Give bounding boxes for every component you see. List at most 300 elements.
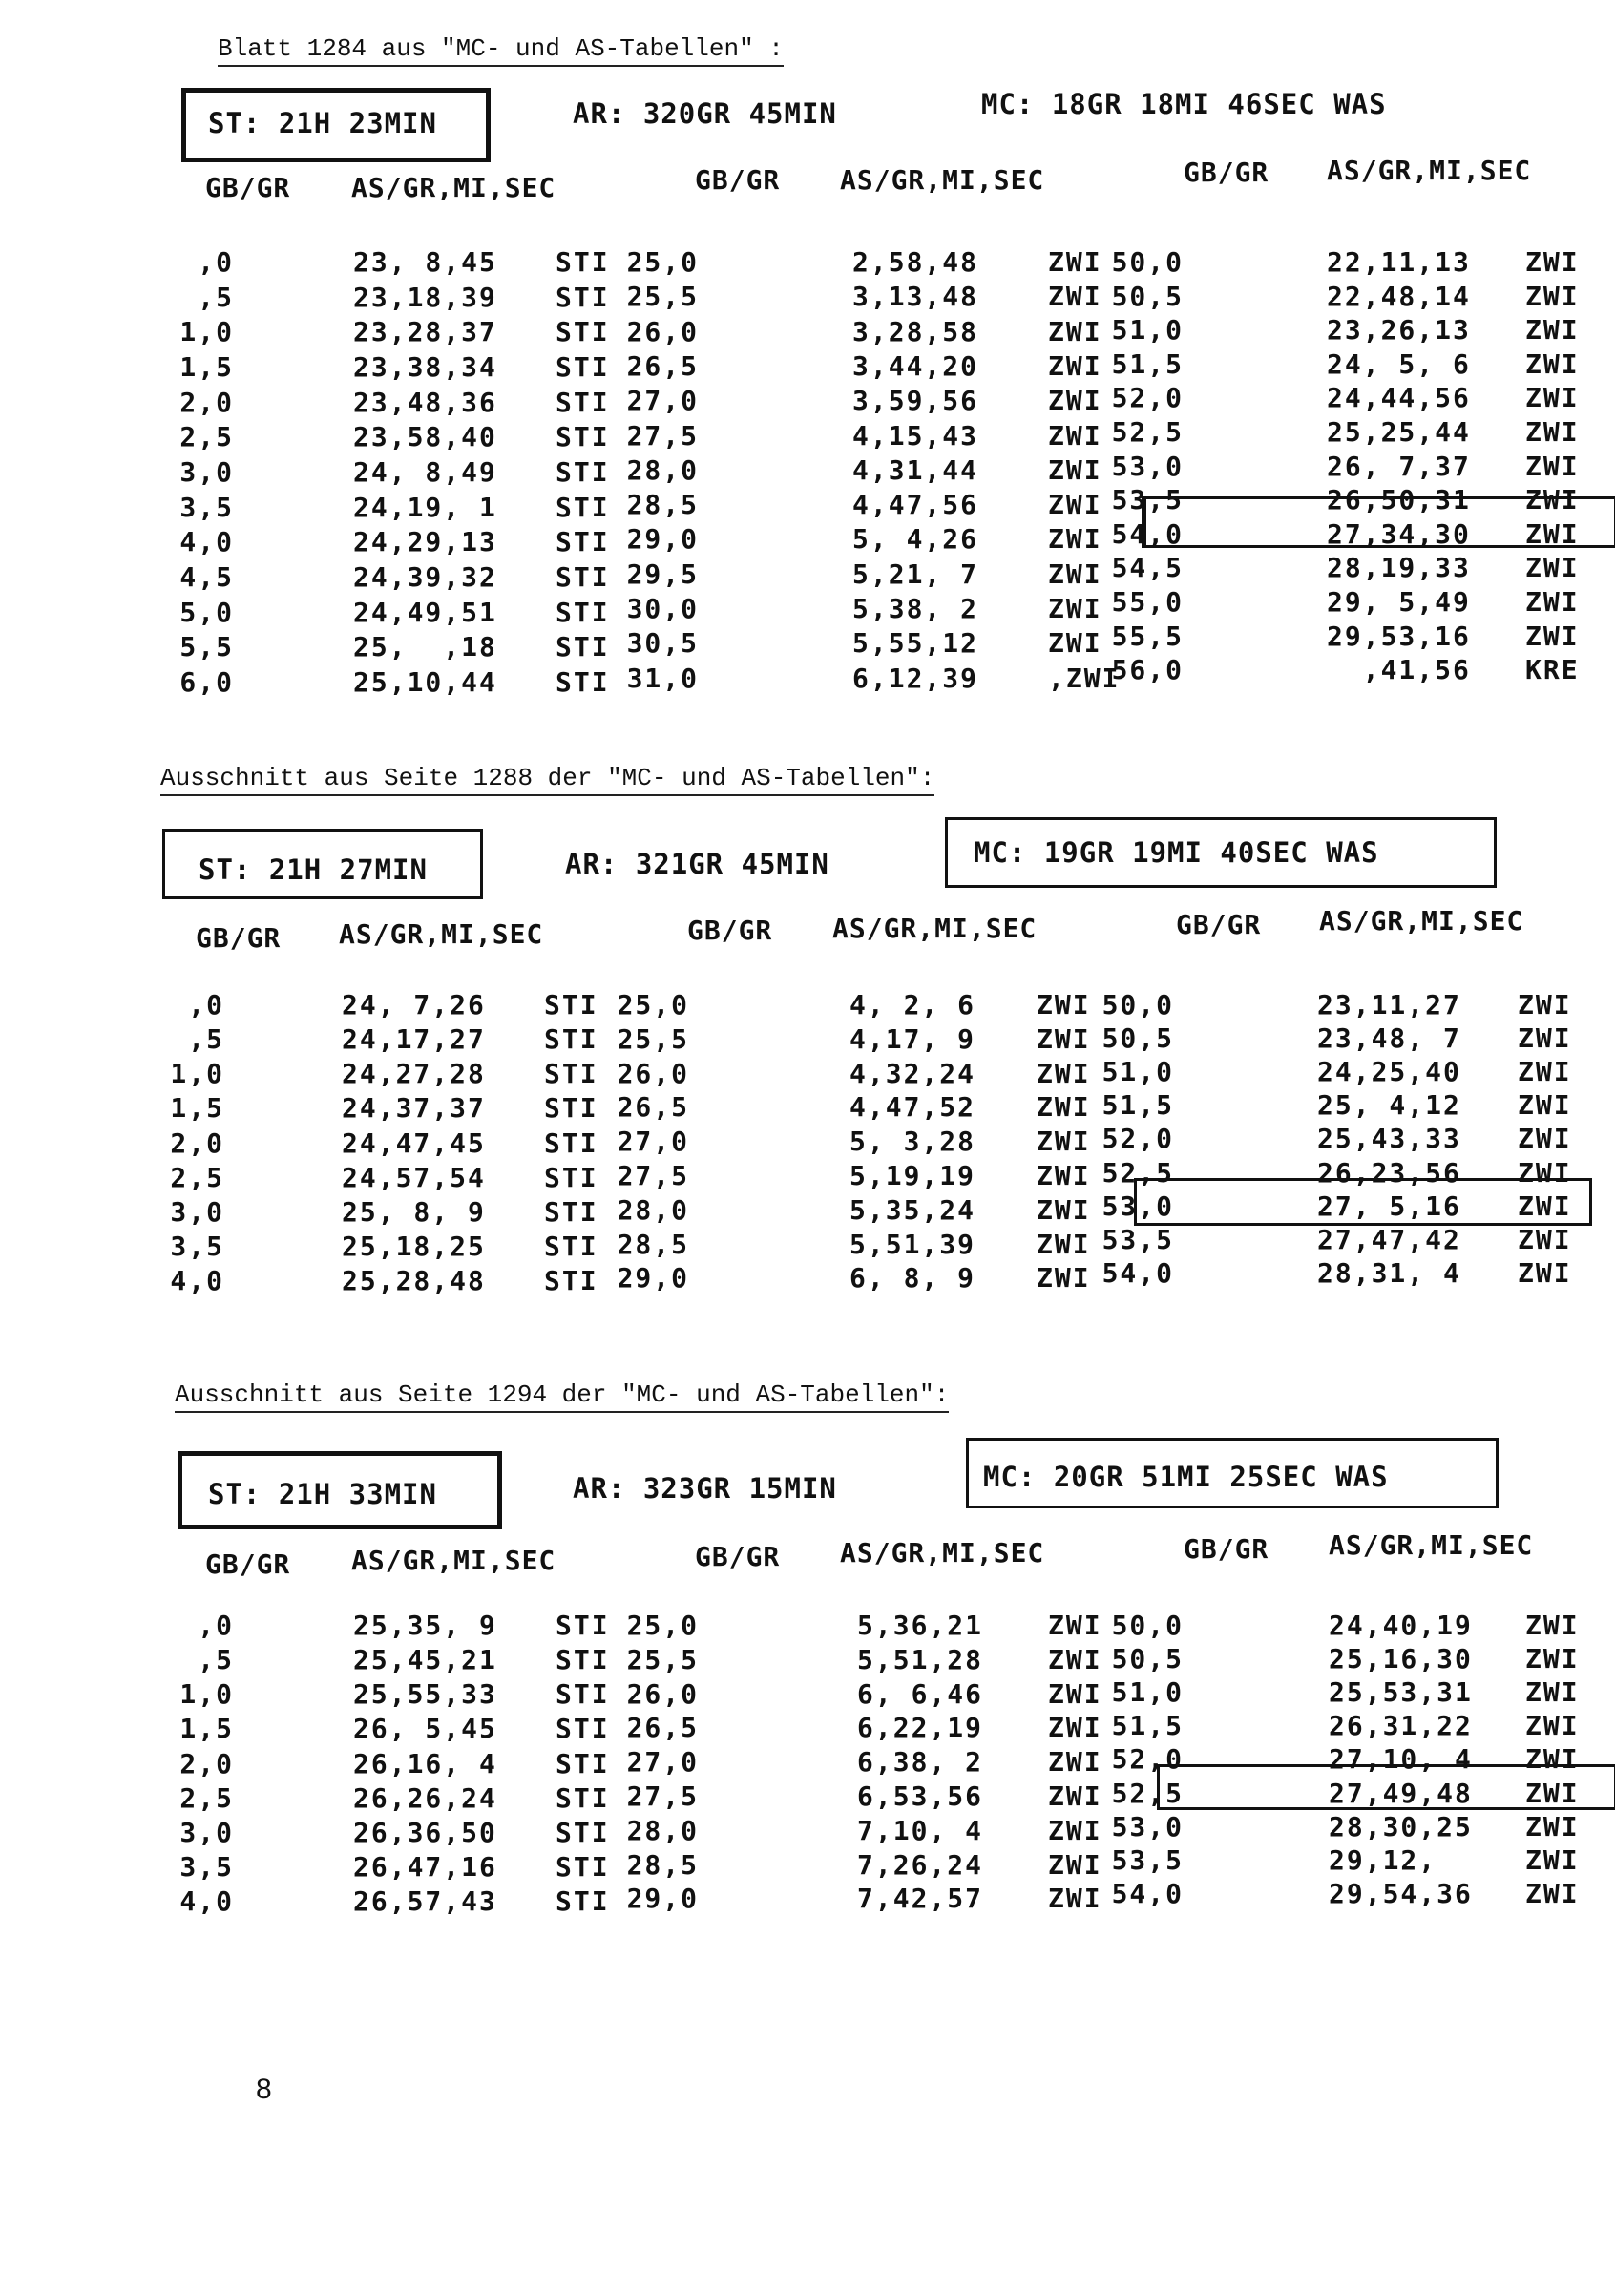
- as-value-cell: 3,59,56: [852, 385, 979, 417]
- gb-cell: 27,5: [626, 1780, 699, 1812]
- region-tag-cell: ZWI: [1048, 1643, 1102, 1675]
- region-tag-cell: STI: [556, 1816, 610, 1848]
- column-header: GB/GR: [1184, 1533, 1269, 1565]
- region-tag-cell: ZWI: [1037, 1022, 1091, 1055]
- section-caption: Ausschnitt aus Seite 1294 der "MC- und AS-Tabellen":: [175, 1380, 949, 1413]
- as-value-cell: 25, 8, 9: [342, 1195, 486, 1228]
- gb-cell: 50,0: [1111, 246, 1184, 278]
- as-value-cell: 4,47,52: [849, 1091, 976, 1124]
- as-value-cell: 25,45,21: [353, 1644, 497, 1676]
- region-tag-cell: ZWI: [1048, 349, 1102, 382]
- column-header: GB/GR: [196, 922, 282, 954]
- section-caption: Blatt 1284 aus "MC- und AS-Tabellen" :: [218, 34, 784, 67]
- as-value-cell: 5,19,19: [849, 1160, 976, 1191]
- region-tag-cell: ZWI: [1048, 453, 1102, 486]
- gb-cell: 28,5: [626, 489, 699, 521]
- region-tag-cell: ZWI: [1518, 1022, 1572, 1055]
- as-value-cell: 23,28,37: [353, 316, 497, 348]
- region-tag-cell: ZWI: [1525, 416, 1580, 448]
- as-value-cell: 25,55,33: [353, 1678, 497, 1711]
- as-value-cell: 26,16, 4: [353, 1747, 497, 1780]
- region-tag-cell: STI: [556, 665, 610, 698]
- gb-cell: 4,0: [179, 1885, 234, 1918]
- as-value-cell: 6,22,19: [857, 1712, 984, 1744]
- as-value-cell: 26,50,31: [1327, 484, 1471, 516]
- as-value-cell: 23,18,39: [353, 281, 497, 313]
- region-tag-cell: STI: [556, 1644, 610, 1676]
- gb-cell: 50,0: [1101, 989, 1174, 1021]
- as-value-cell: 27,10, 4: [1329, 1743, 1473, 1776]
- gb-cell: 27,5: [617, 1160, 689, 1191]
- as-value-cell: 28,19,33: [1327, 552, 1471, 584]
- gb-cell: 1,0: [170, 1058, 224, 1090]
- gb-cell: 52,5: [1111, 1777, 1184, 1809]
- as-value-cell: 23,26,13: [1327, 314, 1471, 347]
- gb-cell: 51,5: [1111, 348, 1184, 380]
- region-tag-cell: ZWI: [1037, 1057, 1091, 1089]
- gb-cell: 26,5: [626, 1712, 699, 1744]
- gb-cell: 27,5: [626, 419, 699, 452]
- region-tag-cell: ZWI: [1518, 1190, 1572, 1222]
- as-value-cell: 25, 4,12: [1317, 1089, 1461, 1122]
- region-tag-cell: STI: [556, 1851, 610, 1884]
- gb-cell: 25,5: [626, 281, 699, 313]
- region-tag-cell: STI: [556, 1885, 610, 1918]
- region-tag-cell: ZWI: [1048, 1712, 1102, 1744]
- column-header: GB/GR: [695, 1541, 781, 1572]
- gb-cell: 25,5: [626, 1643, 699, 1675]
- region-tag-cell: STI: [556, 596, 610, 628]
- gb-cell: 26,5: [626, 349, 699, 382]
- as-value-cell: 24,19, 1: [353, 491, 497, 523]
- gb-cell: 1,0: [179, 316, 234, 348]
- gb-cell: 53,0: [1101, 1190, 1174, 1222]
- as-value-cell: 24, 8,49: [353, 455, 497, 488]
- as-value-cell: 6, 8, 9: [849, 1262, 976, 1295]
- region-tag-cell: ZWI: [1525, 348, 1580, 380]
- as-value-cell: 24, 5, 6: [1327, 348, 1471, 380]
- as-value-cell: 6,38, 2: [857, 1746, 984, 1779]
- as-value-cell: 22,48,14: [1327, 280, 1471, 312]
- region-tag-cell: STI: [556, 631, 610, 664]
- as-value-cell: 24,40,19: [1329, 1610, 1473, 1641]
- as-value-cell: 24,47,45: [342, 1127, 486, 1159]
- gb-cell: 1,5: [179, 350, 234, 383]
- gb-cell: 52,5: [1111, 416, 1184, 448]
- gb-cell: 52,0: [1111, 382, 1184, 414]
- as-value-cell: 3,13,48: [852, 281, 979, 313]
- gb-cell: 3,5: [179, 1851, 234, 1884]
- as-value-cell: 5,38, 2: [852, 593, 979, 624]
- as-value-cell: 5,35,24: [849, 1193, 976, 1226]
- region-tag-cell: STI: [544, 1023, 598, 1056]
- gb-cell: 1,0: [179, 1678, 234, 1711]
- gb-cell: 54,0: [1101, 1256, 1174, 1289]
- region-tag-cell: ZWI: [1048, 1814, 1102, 1846]
- gb-cell: 29,5: [626, 558, 699, 590]
- as-value-cell: 2,58,48: [852, 246, 979, 278]
- gb-cell: 53,5: [1111, 1843, 1184, 1876]
- gb-cell: 53,0: [1111, 450, 1184, 482]
- as-value-cell: 26,23,56: [1317, 1156, 1461, 1189]
- region-tag-cell: STI: [556, 421, 610, 453]
- gb-cell: 25,0: [617, 989, 689, 1021]
- as-value-cell: 26,31,22: [1329, 1710, 1473, 1742]
- region-tag-cell: ,ZWI: [1048, 662, 1121, 694]
- region-tag-cell: ZWI: [1518, 1089, 1572, 1122]
- as-value-cell: 3,28,58: [852, 315, 979, 348]
- gb-cell: 50,5: [1111, 280, 1184, 312]
- st-value: ST: 21H 23MIN: [208, 107, 437, 139]
- gb-cell: 6,0: [179, 665, 234, 698]
- as-value-cell: 4,32,24: [849, 1057, 976, 1089]
- as-value-cell: 27,47,42: [1317, 1223, 1461, 1255]
- region-tag-cell: ZWI: [1525, 246, 1580, 278]
- as-value-cell: ,41,56: [1327, 654, 1471, 686]
- as-value-cell: 5, 4,26: [852, 523, 979, 556]
- region-tag-cell: STI: [556, 491, 610, 523]
- column-header: AS/GR,MI,SEC: [339, 918, 544, 950]
- gb-cell: 53,5: [1101, 1223, 1174, 1255]
- region-tag-cell: ZWI: [1525, 517, 1580, 550]
- as-value-cell: 24,44,56: [1327, 382, 1471, 414]
- region-tag-cell: ZWI: [1048, 315, 1102, 348]
- region-tag-cell: ZWI: [1048, 419, 1102, 452]
- region-tag-cell: ZWI: [1525, 450, 1580, 482]
- gb-cell: ,5: [188, 1023, 224, 1056]
- gb-cell: 28,5: [617, 1228, 689, 1260]
- region-tag-cell: ZWI: [1525, 1643, 1580, 1675]
- as-value-cell: 25,35, 9: [353, 1610, 497, 1641]
- as-value-cell: 23,11,27: [1317, 989, 1461, 1021]
- section-caption: Ausschnitt aus Seite 1288 der "MC- und AS-Tabellen":: [160, 764, 934, 796]
- region-tag-cell: ZWI: [1048, 1677, 1102, 1710]
- as-value-cell: 26,26,24: [353, 1781, 497, 1814]
- as-value-cell: 23,48,36: [353, 386, 497, 418]
- gb-cell: 30,0: [626, 593, 699, 624]
- region-tag-cell: ZWI: [1048, 1746, 1102, 1779]
- as-value-cell: 29,12,: [1329, 1843, 1437, 1876]
- as-value-cell: 4,15,43: [852, 419, 979, 452]
- region-tag-cell: ZWI: [1048, 1780, 1102, 1812]
- mc-value: MC: 19GR 19MI 40SEC WAS: [974, 836, 1379, 869]
- as-value-cell: 5,55,12: [852, 627, 979, 660]
- region-tag-cell: ZWI: [1518, 1156, 1572, 1189]
- region-tag-cell: STI: [544, 1195, 598, 1228]
- as-value-cell: 27,49,48: [1329, 1777, 1473, 1809]
- column-header: AS/GR,MI,SEC: [1327, 155, 1532, 186]
- gb-cell: ,0: [198, 1610, 234, 1641]
- gb-cell: 54,0: [1111, 517, 1184, 550]
- region-tag-cell: ZWI: [1525, 280, 1580, 312]
- region-tag-cell: ZWI: [1048, 385, 1102, 417]
- region-tag-cell: ZWI: [1525, 1610, 1580, 1641]
- gb-cell: 55,5: [1111, 620, 1184, 652]
- region-tag-cell: STI: [556, 316, 610, 348]
- gb-cell: 51,5: [1101, 1089, 1174, 1122]
- gb-cell: 28,0: [626, 453, 699, 486]
- gb-cell: 2,5: [179, 1781, 234, 1814]
- region-tag-cell: ZWI: [1048, 1610, 1102, 1641]
- region-tag-cell: ZWI: [1048, 558, 1102, 590]
- gb-cell: 3,0: [179, 455, 234, 488]
- as-value-cell: 4,47,56: [852, 489, 979, 521]
- region-tag-cell: STI: [544, 1058, 598, 1090]
- as-value-cell: 5,51,28: [857, 1643, 984, 1675]
- region-tag-cell: STI: [544, 1265, 598, 1297]
- gb-cell: 4,0: [179, 526, 234, 558]
- as-value-cell: 26,47,16: [353, 1851, 497, 1884]
- column-header: AS/GR,MI,SEC: [351, 1545, 556, 1576]
- gb-cell: 52,5: [1101, 1156, 1174, 1189]
- gb-cell: 3,0: [170, 1195, 224, 1228]
- gb-cell: 50,5: [1111, 1643, 1184, 1675]
- gb-cell: 3,5: [170, 1231, 224, 1263]
- region-tag-cell: STI: [544, 989, 598, 1021]
- as-value-cell: 5,21, 7: [852, 558, 979, 590]
- region-tag-cell: ZWI: [1518, 1123, 1572, 1155]
- region-tag-cell: ZWI: [1037, 1160, 1091, 1191]
- as-value-cell: 25,25,44: [1327, 416, 1471, 448]
- region-tag-cell: ZWI: [1525, 586, 1580, 618]
- gb-cell: 26,0: [617, 1057, 689, 1089]
- gb-cell: 28,0: [626, 1814, 699, 1846]
- gb-cell: 1,5: [179, 1713, 234, 1745]
- region-tag-cell: STI: [544, 1161, 598, 1193]
- region-tag-cell: ZWI: [1518, 1256, 1572, 1289]
- column-header: GB/GR: [205, 172, 291, 203]
- gb-cell: 51,0: [1111, 1676, 1184, 1709]
- region-tag-cell: KRE: [1525, 654, 1580, 686]
- gb-cell: 4,0: [170, 1265, 224, 1297]
- gb-cell: 2,0: [179, 1747, 234, 1780]
- gb-cell: 29,0: [617, 1262, 689, 1295]
- as-value-cell: 25,43,33: [1317, 1123, 1461, 1155]
- ar-value: AR: 320GR 45MIN: [573, 97, 837, 130]
- column-header: AS/GR,MI,SEC: [1319, 905, 1524, 937]
- as-value-cell: 5,36,21: [857, 1610, 984, 1641]
- region-tag-cell: ZWI: [1037, 1262, 1091, 1295]
- region-tag-cell: STI: [556, 1678, 610, 1711]
- gb-cell: 54,5: [1111, 552, 1184, 584]
- as-value-cell: 23,58,40: [353, 421, 497, 453]
- gb-cell: 51,0: [1101, 1056, 1174, 1088]
- as-value-cell: 26, 7,37: [1327, 450, 1471, 482]
- region-tag-cell: ZWI: [1525, 314, 1580, 347]
- region-tag-cell: STI: [556, 1713, 610, 1745]
- gb-cell: 27,0: [626, 1746, 699, 1779]
- gb-cell: ,5: [198, 281, 234, 313]
- region-tag-cell: ZWI: [1518, 1223, 1572, 1255]
- gb-cell: 5,0: [179, 596, 234, 628]
- as-value-cell: 4, 2, 6: [849, 989, 976, 1021]
- st-value: ST: 21H 27MIN: [199, 853, 428, 886]
- gb-cell: 2,0: [179, 386, 234, 418]
- region-tag-cell: ZWI: [1048, 1848, 1102, 1881]
- column-header: AS/GR,MI,SEC: [351, 172, 556, 203]
- gb-cell: 27,0: [617, 1126, 689, 1158]
- as-value-cell: 7,10, 4: [857, 1814, 984, 1846]
- region-tag-cell: STI: [544, 1092, 598, 1125]
- gb-cell: 2,0: [170, 1127, 224, 1159]
- as-value-cell: 5,51,39: [849, 1228, 976, 1260]
- gb-cell: 29,0: [626, 1883, 699, 1915]
- as-value-cell: 24,37,37: [342, 1092, 486, 1125]
- region-tag-cell: STI: [544, 1127, 598, 1159]
- region-tag-cell: STI: [556, 386, 610, 418]
- as-value-cell: 6,12,39: [852, 662, 979, 694]
- column-header: GB/GR: [1184, 157, 1269, 188]
- gb-cell: ,0: [188, 989, 224, 1021]
- region-tag-cell: ZWI: [1037, 989, 1091, 1021]
- gb-cell: 3,5: [179, 491, 234, 523]
- gb-cell: 26,5: [617, 1091, 689, 1124]
- gb-cell: 51,5: [1111, 1710, 1184, 1742]
- gb-cell: 53,0: [1111, 1810, 1184, 1843]
- as-value-cell: 24, 7,26: [342, 989, 486, 1021]
- region-tag-cell: ZWI: [1525, 1676, 1580, 1709]
- as-value-cell: 28,30,25: [1329, 1810, 1473, 1843]
- gb-cell: 26,0: [626, 315, 699, 348]
- as-value-cell: 27, 5,16: [1317, 1190, 1461, 1222]
- gb-cell: 25,0: [626, 246, 699, 278]
- region-tag-cell: ZWI: [1037, 1126, 1091, 1158]
- region-tag-cell: ZWI: [1048, 523, 1102, 556]
- region-tag-cell: STI: [556, 246, 610, 278]
- region-tag-cell: ZWI: [1037, 1228, 1091, 1260]
- region-tag-cell: STI: [556, 560, 610, 593]
- gb-cell: 2,5: [170, 1161, 224, 1193]
- gb-cell: 52,0: [1101, 1123, 1174, 1155]
- region-tag-cell: ZWI: [1048, 1883, 1102, 1915]
- region-tag-cell: STI: [556, 1610, 610, 1641]
- region-tag-cell: ZWI: [1518, 1056, 1572, 1088]
- st-value: ST: 21H 33MIN: [208, 1478, 437, 1510]
- region-tag-cell: ZWI: [1525, 552, 1580, 584]
- as-value-cell: 24,29,13: [353, 526, 497, 558]
- as-value-cell: 6, 6,46: [857, 1677, 984, 1710]
- region-tag-cell: ZWI: [1048, 593, 1102, 624]
- mc-value: MC: 18GR 18MI 46SEC WAS: [981, 88, 1387, 120]
- region-tag-cell: ZWI: [1048, 246, 1102, 278]
- region-tag-cell: ZWI: [1048, 281, 1102, 313]
- as-value-cell: 4,17, 9: [849, 1022, 976, 1055]
- as-value-cell: 25,18,25: [342, 1231, 486, 1263]
- gb-cell: 1,5: [170, 1092, 224, 1125]
- as-value-cell: 23,38,34: [353, 350, 497, 383]
- as-value-cell: 25, ,18: [353, 631, 497, 664]
- column-header: GB/GR: [687, 915, 773, 946]
- region-tag-cell: ZWI: [1525, 1777, 1580, 1809]
- as-value-cell: 29,54,36: [1329, 1877, 1473, 1909]
- as-value-cell: 26,36,50: [353, 1816, 497, 1848]
- column-header: GB/GR: [695, 164, 781, 196]
- as-value-cell: 25,10,44: [353, 665, 497, 698]
- as-value-cell: 29,53,16: [1327, 620, 1471, 652]
- as-value-cell: 5, 3,28: [849, 1126, 976, 1158]
- gb-cell: 28,5: [626, 1848, 699, 1881]
- region-tag-cell: ZWI: [1525, 1877, 1580, 1909]
- region-tag-cell: STI: [556, 526, 610, 558]
- as-value-cell: 24,25,40: [1317, 1056, 1461, 1088]
- gb-cell: 54,0: [1111, 1877, 1184, 1909]
- region-tag-cell: STI: [556, 455, 610, 488]
- column-header: GB/GR: [1176, 909, 1262, 940]
- gb-cell: 28,0: [617, 1193, 689, 1226]
- as-value-cell: 24,49,51: [353, 596, 497, 628]
- gb-cell: 3,0: [179, 1816, 234, 1848]
- column-header: AS/GR,MI,SEC: [840, 164, 1045, 196]
- region-tag-cell: ZWI: [1518, 989, 1572, 1021]
- as-value-cell: 26, 5,45: [353, 1713, 497, 1745]
- region-tag-cell: STI: [556, 1781, 610, 1814]
- region-tag-cell: ZWI: [1525, 1743, 1580, 1776]
- region-tag-cell: ZWI: [1525, 382, 1580, 414]
- gb-cell: 27,0: [626, 385, 699, 417]
- region-tag-cell: ZWI: [1525, 1843, 1580, 1876]
- column-header: AS/GR,MI,SEC: [832, 913, 1038, 944]
- gb-cell: 55,0: [1111, 586, 1184, 618]
- as-value-cell: 7,42,57: [857, 1883, 984, 1915]
- region-tag-cell: ZWI: [1037, 1193, 1091, 1226]
- region-tag-cell: ZWI: [1525, 1810, 1580, 1843]
- as-value-cell: 22,11,13: [1327, 246, 1471, 278]
- as-value-cell: 23,48, 7: [1317, 1022, 1461, 1055]
- gb-cell: 25,0: [626, 1610, 699, 1641]
- as-value-cell: 6,53,56: [857, 1780, 984, 1812]
- region-tag-cell: STI: [556, 1747, 610, 1780]
- column-header: AS/GR,MI,SEC: [1329, 1529, 1534, 1561]
- page-number: 8: [256, 2074, 272, 2105]
- gb-cell: 5,5: [179, 631, 234, 664]
- gb-cell: 26,0: [626, 1677, 699, 1710]
- column-header: AS/GR,MI,SEC: [840, 1537, 1045, 1569]
- as-value-cell: 26,57,43: [353, 1885, 497, 1918]
- gb-cell: 25,5: [617, 1022, 689, 1055]
- region-tag-cell: ZWI: [1037, 1091, 1091, 1124]
- as-value-cell: 24,27,28: [342, 1058, 486, 1090]
- as-value-cell: 25,28,48: [342, 1265, 486, 1297]
- as-value-cell: 25,53,31: [1329, 1676, 1473, 1709]
- gb-cell: 52,0: [1111, 1743, 1184, 1776]
- as-value-cell: 27,34,30: [1327, 517, 1471, 550]
- as-value-cell: 24,39,32: [353, 560, 497, 593]
- as-value-cell: 23, 8,45: [353, 246, 497, 278]
- as-value-cell: 4,31,44: [852, 453, 979, 486]
- gb-cell: 4,5: [179, 560, 234, 593]
- mc-value: MC: 20GR 51MI 25SEC WAS: [983, 1461, 1389, 1493]
- as-value-cell: 24,57,54: [342, 1161, 486, 1193]
- region-tag-cell: STI: [544, 1231, 598, 1263]
- gb-cell: 50,5: [1101, 1022, 1174, 1055]
- gb-cell: 53,5: [1111, 484, 1184, 516]
- gb-cell: 50,0: [1111, 1610, 1184, 1641]
- region-tag-cell: ZWI: [1525, 484, 1580, 516]
- region-tag-cell: STI: [556, 350, 610, 383]
- region-tag-cell: ZWI: [1525, 620, 1580, 652]
- as-value-cell: 3,44,20: [852, 349, 979, 382]
- gb-cell: 56,0: [1111, 654, 1184, 686]
- gb-cell: 30,5: [626, 627, 699, 660]
- region-tag-cell: ZWI: [1048, 489, 1102, 521]
- as-value-cell: 29, 5,49: [1327, 586, 1471, 618]
- ar-value: AR: 321GR 45MIN: [565, 848, 829, 880]
- region-tag-cell: ZWI: [1048, 627, 1102, 660]
- ar-value: AR: 323GR 15MIN: [573, 1472, 837, 1505]
- gb-cell: 29,0: [626, 523, 699, 556]
- gb-cell: 51,0: [1111, 314, 1184, 347]
- region-tag-cell: STI: [556, 281, 610, 313]
